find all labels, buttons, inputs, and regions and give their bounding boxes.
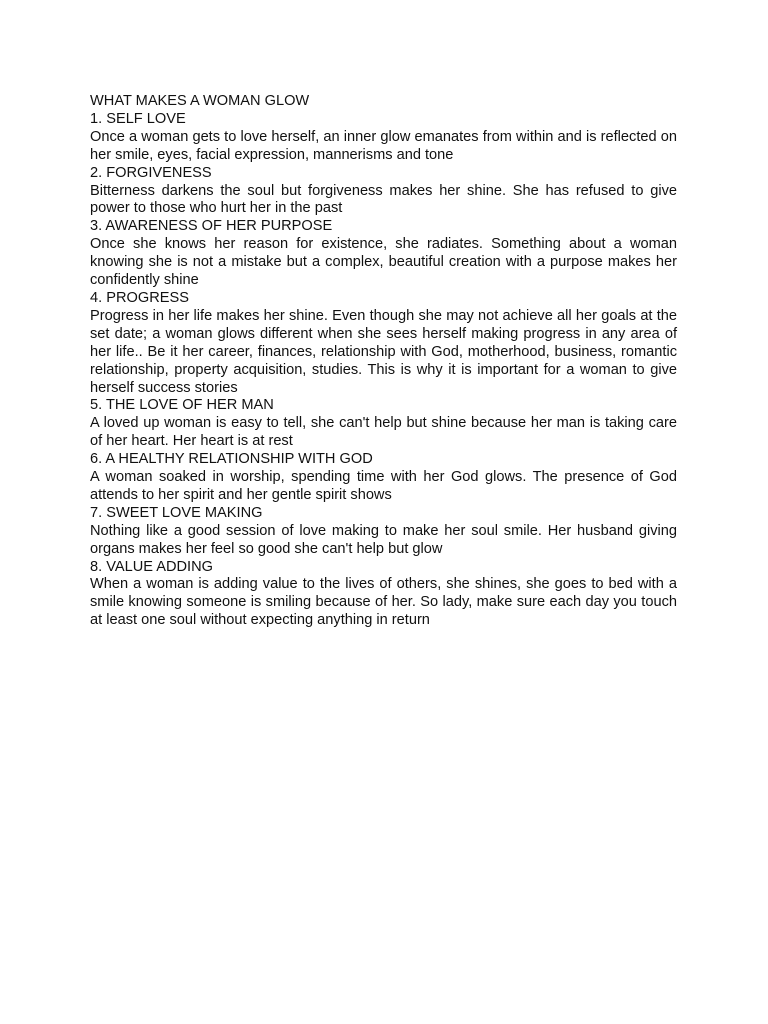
section-heading: 7. SWEET LOVE MAKING	[90, 504, 263, 521]
section-heading: 5. THE LOVE OF HER MAN	[90, 397, 274, 414]
section-body: Nothing like a good session of love making to make her soul smile. Her husband giving organs makes her feel so good she can't help but glow	[90, 522, 677, 557]
section-heading: 1. SELF LOVE	[90, 110, 186, 127]
section-body: When a woman is adding value to the lives of others, she shines, she goes to bed with a smile knowing someone is smiling because of her. So lady, make sure each day you touch at least one soul without expecting anything in return	[90, 576, 677, 629]
section-body: Once she knows her reason for existence, she radiates. Something about a woman knowing she is not a mistake but a complex, beautiful creation with a purpose makes her confidently shine	[90, 236, 677, 289]
section-heading: 3. AWARENESS OF HER PURPOSE	[90, 218, 333, 235]
section-heading: 4. PROGRESS	[90, 289, 189, 306]
document-title: WHAT MAKES A WOMAN GLOW	[90, 93, 310, 109]
section-body: Bitterness darkens the soul but forgiveness makes her shine. She has refused to give power to those who hurt her in the past	[90, 182, 677, 217]
section-heading: 6. A HEALTHY RELATIONSHIP WITH GOD	[90, 451, 373, 468]
section-heading: 8. VALUE ADDING	[90, 558, 214, 575]
section-body: A woman soaked in worship, spending time with her God glows. The presence of God attends to her spirit and her gentle spirit shows	[90, 469, 677, 503]
section-heading: 2. FORGIVENESS	[90, 164, 212, 181]
document-page	[90, 93, 677, 630]
section-body: A loved up woman is easy to tell, she can't help but shine because her man is taking care of her heart. Her heart is at rest	[90, 415, 677, 450]
section-body: Once a woman gets to love herself, an inner glow emanates from within and is reflected on her smile, eyes, facial expression, mannerisms and tone	[90, 128, 677, 163]
section-body: Progress in her life makes her shine. Even though she may not achieve all her goals at the set date; a woman glows different when she sees herself making progress in any area of her life.. Be it her career, finances, relationship with God, motherhood, business, romantic relationship, property acquisition, studies. This is why it is important for a woman to give herself success stories	[90, 307, 677, 396]
